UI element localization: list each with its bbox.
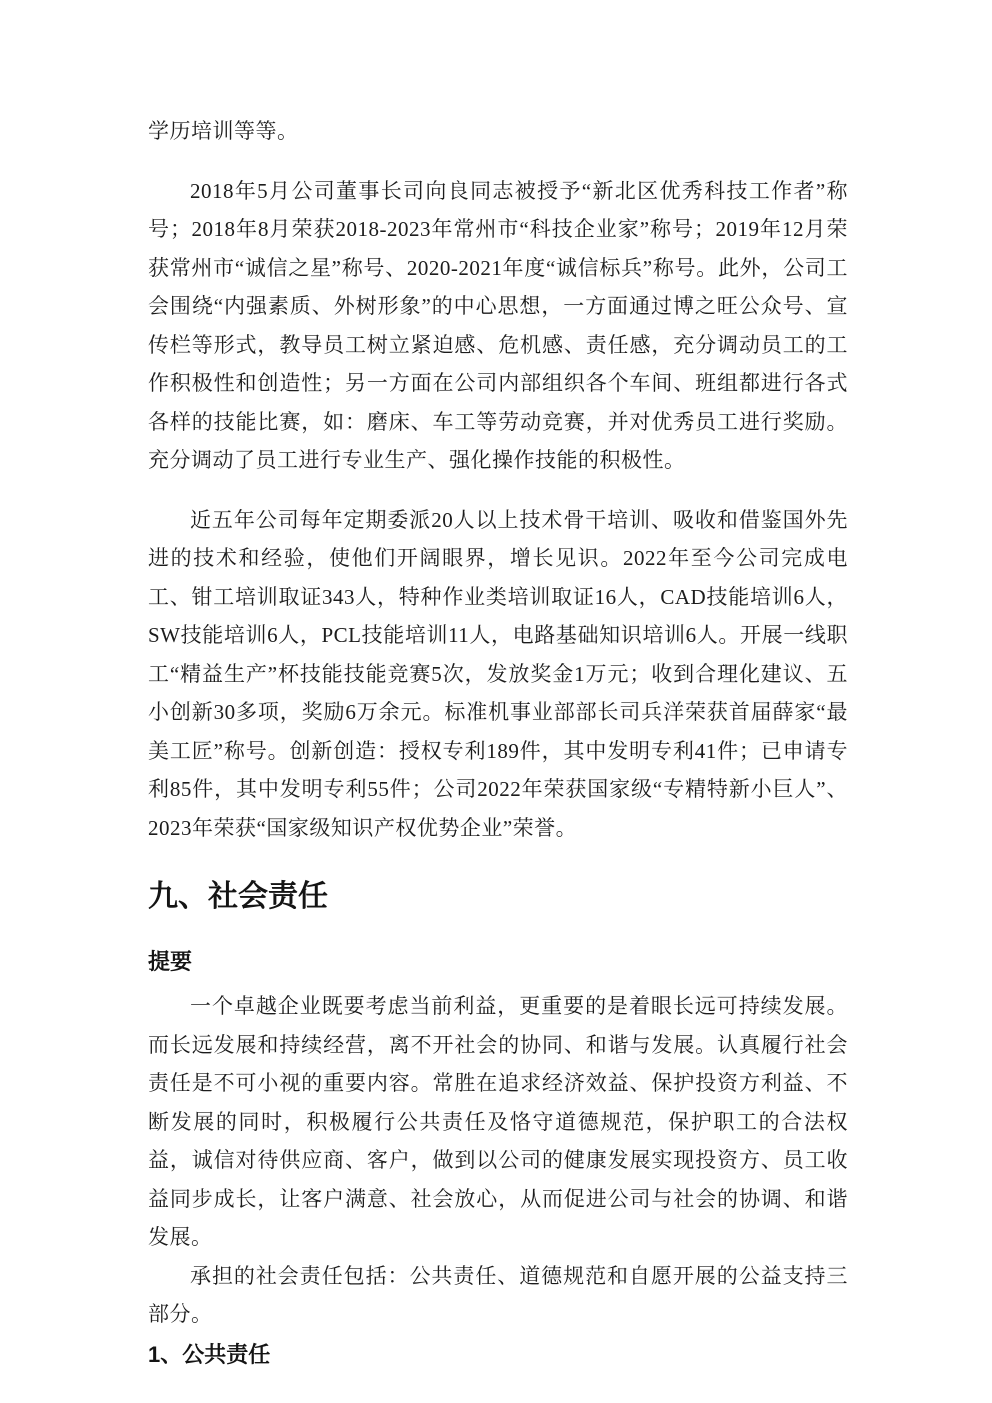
- paragraph-summary: 一个卓越企业既要考虑当前利益，更重要的是着眼长远可持续发展。而长远发展和持续经营，离不开社会的协同、和谐与发展。认真履行社会责任是不可小视的重要内容。常胜在追求经济效益、保护投资方利益、不断发展的同时，积极履行公共责任及恪守道德规范，保护职工的合法权益，诚信对待供应商、客户，做到以公司的健康发展实现投资方、员工收益同步成长，让客户满意、社会放心，从而促进公司与社会的协调、和谐发展。: [148, 994, 848, 1249]
- paragraph-training-innovation: 近五年公司每年定期委派20人以上技术骨干培训、吸收和借鉴国外先进的技术和经验，使他们开阔眼界，增长见识。2022年至今公司完成电工、钳工培训取证343人，特种作业类培训取证16人，CAD技能培训6人，SW技能培训6人，PCL技能培训11人，电路基础知识培训6人。开展一线职工“精益生产”杯技能技能竞赛5次，发放奖金1万元；收到合理化建议、五小创新30多项，奖励6万余元。标准机事业部部长司兵洋荣获首届薛家“最美工匠”称号。创新创造：授权专利189件，其中发明专利41件；已申请专利85件，其中发明专利55件；公司2022年荣获国家级“专精特新小巨人”、2023年荣获“国家级知识产权优势企业”荣誉。: [148, 507, 848, 840]
- section-heading-social-responsibility: 九、社会责任: [148, 880, 328, 913]
- page-content: [148, 112, 848, 1374]
- paragraph-continued-fragment: 学历培训等等。: [148, 119, 299, 143]
- paragraph-responsibility-scope: 承担的社会责任包括：公共责任、道德规范和自愿开展的公益支持三部分。: [148, 1263, 848, 1326]
- paragraph-awards-honors: 2018年5月公司董事长司向良同志被授予“新北区优秀科技工作者”称号；2018年8月荣获2018-2023年常州市“科技企业家”称号；2019年12月荣获常州市“诚信之星”称号、2020-2021年度“诚信标兵”称号。此外，公司工会围绕“内强素质、外树形象”的中心思想，一方面通过博之旺公众号、宣传栏等形式，教导员工树立紧迫感、危机感、责任感，充分调动员工的工作积极性和创造性；另一方面在公司内部组织各个车间、班组都进行各式各样的技能比赛，如：磨床、车工等劳动竞赛，并对优秀员工进行奖励。充分调动了员工进行专业生产、强化操作技能的积极性。: [148, 178, 848, 472]
- summary-label: 提要: [148, 949, 193, 974]
- subsection-heading-public-responsibility: 1、公共责任: [148, 1341, 271, 1367]
